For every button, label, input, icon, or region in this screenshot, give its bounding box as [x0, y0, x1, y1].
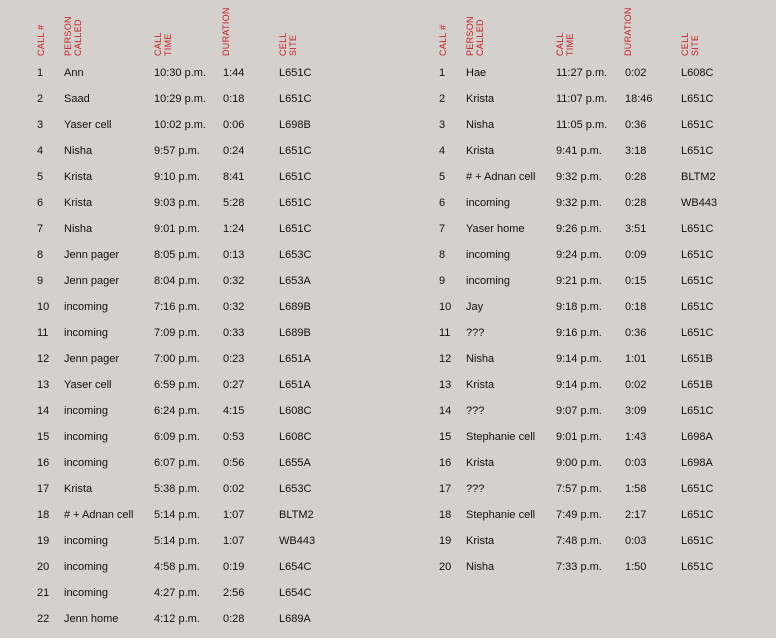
cell-site: L651C	[681, 405, 714, 417]
duration: 0:28	[223, 613, 245, 625]
header-person-line2: CALLED	[73, 19, 83, 56]
call-time: 6:09 p.m.	[154, 431, 200, 443]
cell-site: L651C	[681, 327, 714, 339]
call-number: 17	[37, 483, 50, 495]
call-time: 9:00 p.m.	[556, 457, 602, 469]
cell-site: BLTM2	[681, 171, 716, 183]
person-called: Yaser home	[466, 223, 525, 235]
call-time: 9:10 p.m.	[154, 171, 200, 183]
call-time: 9:18 p.m.	[556, 301, 602, 313]
call-number: 13	[439, 379, 452, 391]
call-time: 4:12 p.m.	[154, 613, 200, 625]
person-called: Stephanie cell	[466, 431, 536, 443]
call-number: 18	[439, 509, 452, 521]
person-called: incoming	[64, 327, 109, 339]
cell-site: L651C	[279, 67, 312, 79]
cell-site: BLTM2	[279, 509, 314, 521]
header-person-line1: PERSON	[63, 16, 73, 56]
duration: 0:53	[223, 431, 245, 443]
cell-site: WB443	[279, 535, 316, 547]
duration: 1:58	[625, 483, 647, 495]
person-called: # + Adnan cell	[466, 171, 536, 183]
call-time: 11:27 p.m.	[556, 67, 608, 79]
call-number: 14	[37, 405, 50, 417]
call-number: 6	[37, 197, 44, 209]
call-number: 14	[439, 405, 452, 417]
duration: 1:01	[625, 353, 647, 365]
call-number: 8	[439, 249, 446, 261]
call-time: 5:14 p.m.	[154, 535, 200, 547]
duration: 0:28	[625, 171, 647, 183]
cell-site: L651C	[681, 145, 714, 157]
call-number: 8	[37, 249, 44, 261]
cell-site: L653A	[279, 275, 311, 287]
person-called: Nisha	[466, 119, 495, 131]
call-number: 22	[37, 613, 50, 625]
cell-site: L651C	[279, 93, 312, 105]
header-site-line2: SITE	[288, 34, 298, 56]
duration: 1:44	[223, 67, 245, 79]
duration: 2:17	[625, 509, 647, 521]
person-called: incoming	[466, 249, 511, 261]
person-called: Jenn home	[64, 613, 119, 625]
call-time: 9:14 p.m.	[556, 379, 602, 391]
header-call-number: CALL #	[438, 24, 448, 56]
header-time-line2: TIME	[565, 33, 575, 56]
cell-site: L689B	[279, 301, 311, 313]
cell-site: L651C	[279, 197, 312, 209]
call-time: 7:48 p.m.	[556, 535, 602, 547]
call-number: 2	[37, 93, 44, 105]
call-time: 9:03 p.m.	[154, 197, 200, 209]
call-number: 20	[37, 561, 50, 573]
duration: 18:46	[625, 93, 653, 105]
duration: 3:51	[625, 223, 647, 235]
duration: 2:56	[223, 587, 245, 599]
duration: 3:18	[625, 145, 647, 157]
call-time: 7:00 p.m.	[154, 353, 200, 365]
cell-site: L654C	[279, 561, 312, 573]
person-called: Nisha	[466, 561, 495, 573]
duration: 0:09	[625, 249, 647, 261]
call-number: 9	[439, 275, 446, 287]
person-called: Krista	[466, 457, 495, 469]
header-time-line1: CALL	[153, 32, 163, 56]
person-called: Stephanie cell	[466, 509, 536, 521]
duration: 0:56	[223, 457, 245, 469]
person-called: Krista	[64, 197, 93, 209]
call-time: 6:59 p.m.	[154, 379, 200, 391]
cell-site: WB443	[681, 197, 718, 209]
call-time: 9:57 p.m.	[154, 145, 200, 157]
person-called: incoming	[64, 405, 109, 417]
duration: 0:03	[625, 457, 647, 469]
person-called: incoming	[64, 301, 109, 313]
duration: 0:19	[223, 561, 245, 573]
person-called: Nisha	[64, 145, 93, 157]
cell-site: L651C	[681, 535, 714, 547]
duration: 0:24	[223, 145, 245, 157]
cell-site: L698A	[681, 457, 713, 469]
duration: 0:32	[223, 301, 245, 313]
call-time: 9:07 p.m.	[556, 405, 602, 417]
call-time: 10:29 p.m.	[154, 93, 206, 105]
duration: 0:15	[625, 275, 647, 287]
cell-site: L651C	[681, 509, 714, 521]
person-called: Krista	[466, 145, 495, 157]
duration: 0:36	[625, 119, 647, 131]
header-call-number: CALL #	[36, 24, 46, 56]
call-time: 4:58 p.m.	[154, 561, 200, 573]
cell-site: L651C	[681, 275, 714, 287]
cell-site: L655A	[279, 457, 311, 469]
call-time: 6:07 p.m.	[154, 457, 200, 469]
person-called: Yaser cell	[64, 379, 112, 391]
call-number: 13	[37, 379, 50, 391]
duration: 0:02	[625, 379, 647, 391]
header-site-line1: CELL	[278, 32, 288, 56]
header-time-line1: CALL	[555, 32, 565, 56]
duration: 0:28	[625, 197, 647, 209]
call-time: 9:32 p.m.	[556, 197, 602, 209]
call-number: 3	[37, 119, 44, 131]
person-called: # + Adnan cell	[64, 509, 134, 521]
header-site-line2: SITE	[690, 34, 700, 56]
call-time: 11:07 p.m.	[556, 93, 608, 105]
header-person-line2: CALLED	[475, 19, 485, 56]
duration: 1:43	[625, 431, 647, 443]
cell-site: L651C	[681, 561, 714, 573]
call-time: 4:27 p.m.	[154, 587, 200, 599]
call-number: 10	[439, 301, 452, 313]
header-duration: DURATION	[221, 7, 231, 56]
call-number: 16	[37, 457, 50, 469]
duration: 1:07	[223, 509, 245, 521]
call-number: 19	[37, 535, 50, 547]
call-number: 5	[439, 171, 446, 183]
cell-site: L651C	[681, 223, 714, 235]
call-number: 1	[439, 67, 446, 79]
duration: 3:09	[625, 405, 647, 417]
call-time: 9:14 p.m.	[556, 353, 602, 365]
call-time: 7:57 p.m.	[556, 483, 602, 495]
cell-site: L608C	[681, 67, 714, 79]
person-called: Ann	[64, 67, 84, 79]
cell-site: L698B	[279, 119, 311, 131]
call-time: 11:05 p.m.	[556, 119, 608, 131]
cell-site: L689B	[279, 327, 311, 339]
cell-site: L651A	[279, 379, 311, 391]
call-number: 15	[37, 431, 50, 443]
duration: 0:18	[223, 93, 245, 105]
person-called: incoming	[64, 535, 109, 547]
header-site-line1: CELL	[680, 32, 690, 56]
person-called: ???	[466, 327, 485, 339]
call-time: 9:21 p.m.	[556, 275, 602, 287]
cell-site: L651C	[681, 119, 714, 131]
person-called: ???	[466, 405, 485, 417]
person-called: Nisha	[466, 353, 495, 365]
person-called: incoming	[64, 431, 109, 443]
call-number: 11	[439, 327, 451, 339]
person-called: Jay	[466, 301, 484, 313]
person-called: Jenn pager	[64, 353, 120, 365]
cell-site: L651C	[279, 223, 312, 235]
duration: 0:32	[223, 275, 245, 287]
duration: 1:24	[223, 223, 245, 235]
call-time: 9:24 p.m.	[556, 249, 602, 261]
person-called: Jenn pager	[64, 275, 120, 287]
call-number: 15	[439, 431, 452, 443]
call-number: 9	[37, 275, 44, 287]
person-called: incoming	[466, 275, 511, 287]
cell-site: L608C	[279, 431, 312, 443]
person-called: incoming	[64, 587, 109, 599]
call-number: 4	[37, 145, 44, 157]
call-number: 11	[37, 327, 49, 339]
person-called: Saad	[64, 93, 90, 105]
call-number: 7	[439, 223, 446, 235]
cell-site: L689A	[279, 613, 311, 625]
call-number: 20	[439, 561, 452, 573]
person-called: incoming	[64, 457, 109, 469]
call-time: 9:26 p.m.	[556, 223, 602, 235]
call-time: 9:01 p.m.	[556, 431, 602, 443]
duration: 0:33	[223, 327, 245, 339]
call-number: 6	[439, 197, 446, 209]
header-duration: DURATION	[623, 7, 633, 56]
header-time-line2: TIME	[163, 33, 173, 56]
cell-site: L698A	[681, 431, 713, 443]
duration: 0:13	[223, 249, 245, 261]
duration: 0:02	[223, 483, 245, 495]
cell-site: L654C	[279, 587, 312, 599]
call-time: 9:41 p.m.	[556, 145, 602, 157]
call-number: 18	[37, 509, 50, 521]
duration: 0:06	[223, 119, 245, 131]
duration: 1:50	[625, 561, 647, 573]
cell-site: L651C	[681, 93, 714, 105]
cell-site: L651A	[279, 353, 311, 365]
duration: 5:28	[223, 197, 245, 209]
duration: 0:27	[223, 379, 245, 391]
call-time: 7:09 p.m.	[154, 327, 200, 339]
call-number: 16	[439, 457, 452, 469]
person-called: Nisha	[64, 223, 93, 235]
person-called: Jenn pager	[64, 249, 120, 261]
call-time: 7:16 p.m.	[154, 301, 200, 313]
call-number: 19	[439, 535, 452, 547]
call-number: 1	[37, 67, 44, 79]
call-time: 8:04 p.m.	[154, 275, 200, 287]
call-time: 9:32 p.m.	[556, 171, 602, 183]
call-time: 10:30 p.m.	[154, 67, 206, 79]
person-called: incoming	[466, 197, 511, 209]
person-called: Krista	[64, 171, 93, 183]
call-number: 5	[37, 171, 44, 183]
cell-site: L651C	[681, 483, 714, 495]
cell-site: L651B	[681, 353, 713, 365]
duration: 4:15	[223, 405, 245, 417]
duration: 0:18	[625, 301, 647, 313]
call-time: 5:14 p.m.	[154, 509, 200, 521]
call-number: 4	[439, 145, 446, 157]
call-time: 7:49 p.m.	[556, 509, 602, 521]
call-time: 7:33 p.m.	[556, 561, 602, 573]
duration: 8:41	[223, 171, 245, 183]
call-time: 5:38 p.m.	[154, 483, 200, 495]
person-called: Krista	[466, 93, 495, 105]
person-called: incoming	[64, 561, 109, 573]
header-person-line1: PERSON	[465, 16, 475, 56]
duration: 0:03	[625, 535, 647, 547]
person-called: Krista	[466, 535, 495, 547]
call-number: 17	[439, 483, 452, 495]
call-time: 9:16 p.m.	[556, 327, 602, 339]
duration: 1:07	[223, 535, 245, 547]
cell-site: L651C	[279, 145, 312, 157]
call-time: 8:05 p.m.	[154, 249, 200, 261]
cell-site: L651C	[681, 249, 714, 261]
cell-site: L651C	[681, 301, 714, 313]
cell-site: L651C	[279, 171, 312, 183]
cell-site: L608C	[279, 405, 312, 417]
cell-site: L653C	[279, 483, 312, 495]
person-called: Hae	[466, 67, 487, 79]
call-number: 2	[439, 93, 446, 105]
person-called: ???	[466, 483, 485, 495]
person-called: Krista	[466, 379, 495, 391]
call-time: 10:02 p.m.	[154, 119, 206, 131]
duration: 0:36	[625, 327, 647, 339]
call-number: 10	[37, 301, 50, 313]
person-called: Yaser cell	[64, 119, 112, 131]
call-number: 7	[37, 223, 44, 235]
person-called: Krista	[64, 483, 93, 495]
call-number: 12	[37, 353, 50, 365]
call-number: 3	[439, 119, 446, 131]
call-number: 21	[37, 587, 50, 599]
duration: 0:23	[223, 353, 245, 365]
call-time: 9:01 p.m.	[154, 223, 200, 235]
call-time: 6:24 p.m.	[154, 405, 200, 417]
duration: 0:02	[625, 67, 647, 79]
call-number: 12	[439, 353, 452, 365]
cell-site: L653C	[279, 249, 312, 261]
cell-site: L651B	[681, 379, 713, 391]
